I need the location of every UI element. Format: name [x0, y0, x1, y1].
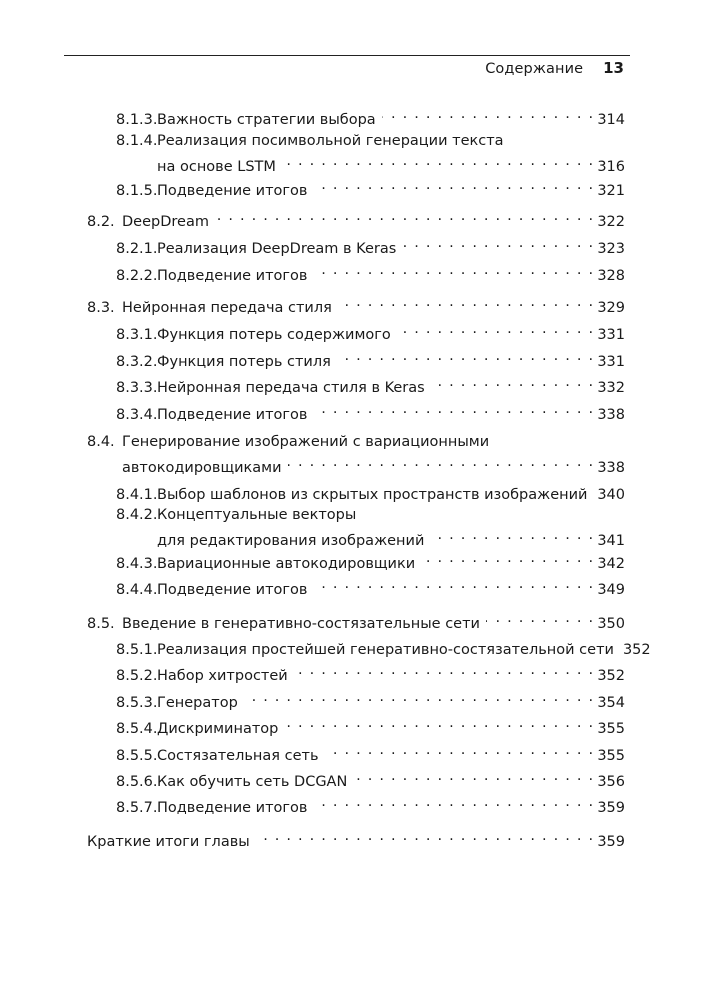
toc-entry-page: 328	[597, 268, 625, 284]
dot-leader	[338, 292, 594, 312]
toc-entry-title: Функция потерь стиля	[157, 354, 331, 370]
toc-entry[interactable]: 8.5.5. Состязательная сеть . . . 355	[116, 740, 625, 766]
dot-leader	[294, 660, 595, 680]
toc-entry[interactable]	[87, 826, 625, 852]
toc-entry[interactable]: 8.5.2. Набор хитростей . . . 352	[116, 660, 625, 686]
toc-entry-title: Генератор	[157, 695, 238, 711]
toc-entry-title: Выбор шаблонов из скрытых пространств изображений	[157, 487, 588, 503]
toc-entry-page: 316	[597, 159, 625, 175]
toc-entry-title: Дискриминатор	[157, 721, 279, 737]
toc-entry-page: 359	[597, 834, 625, 850]
toc-entry-page: 322	[597, 214, 625, 230]
toc-entry-title: Как обучить сеть DCGAN	[157, 774, 348, 790]
toc-entry-title: Подведение итогов	[157, 582, 308, 598]
dot-leader	[397, 319, 595, 339]
toc-entry[interactable]: 8.5. Введение в генеративно-состязательные сети . . . 350	[87, 608, 625, 634]
dot-leader	[256, 826, 595, 846]
toc-entry[interactable]: 8.4.4. Подведение итогов . . . 349	[116, 574, 625, 600]
toc-entry-title: Подведение итогов	[157, 407, 308, 423]
toc-entry[interactable]: 8.5.7. Подведение итогов . . . 359	[116, 792, 625, 818]
toc-entry-page: 332	[597, 380, 625, 396]
toc-entry[interactable]: 8.3.3. Нейронная передача стиля в Keras . . . 332	[116, 372, 625, 398]
toc-entry-page: 359	[597, 800, 625, 816]
toc-entry-page: 331	[597, 327, 625, 343]
toc-entry-page: 355	[597, 721, 625, 737]
dot-leader	[486, 608, 594, 628]
dot-leader	[325, 740, 595, 760]
toc-entry-page: 352	[622, 642, 651, 658]
toc-entry-page: 352	[597, 668, 625, 684]
dot-leader	[337, 346, 594, 366]
toc-entry-page: 355	[597, 748, 625, 764]
dot-leader	[313, 175, 594, 195]
toc-entry[interactable]: 8.3.2. Функция потерь стиля . . . 331	[116, 346, 625, 372]
dot-leader	[282, 151, 594, 171]
toc-entry[interactable]: 8.3. Нейронная передача стиля . . . 329	[87, 292, 625, 318]
toc-entry[interactable]: 8.5.3. Генератор . . . 354	[116, 687, 625, 713]
toc-entry[interactable]: 8.3.4. Подведение итогов . . . 338	[116, 399, 625, 425]
toc-entry[interactable]: 8.1.5. Подведение итогов . . . 321	[116, 175, 625, 201]
toc-entry-title: Состязательная сеть	[157, 748, 319, 764]
toc-entry-title: Функция потерь содержимого	[157, 327, 391, 343]
toc-entry-title: Краткие итоги главы	[87, 834, 250, 850]
toc-entry-page: 340	[597, 487, 625, 503]
running-header-title: Содержание	[485, 61, 584, 77]
toc-entry-title: Нейронная передача стиля	[122, 300, 332, 316]
toc-entry-title: DeepDream	[122, 214, 209, 230]
toc-entry-title: Концептуальные векторы	[157, 507, 357, 523]
toc-entry-title: Набор хитростей	[157, 668, 288, 684]
dot-leader	[244, 687, 595, 707]
dot-leader	[421, 548, 594, 568]
toc-entry[interactable]: 8.1.4.Реализация посимвольной генерации текста на основе LSTM . . . 316	[116, 131, 625, 177]
toc-entry[interactable]: 8.5.1. Реализация простейшей генеративно-состязательной сети 352	[116, 642, 651, 658]
dot-leader	[353, 766, 594, 786]
toc-entry[interactable]: 8.4. Генерирование изображений с вариационными автокодировщиками . . . 338	[87, 432, 625, 478]
toc-entry-page: 342	[597, 556, 625, 572]
dot-leader	[313, 574, 594, 594]
toc-entry[interactable]: 8.4.3. Вариационные автокодировщики . . . 342	[116, 548, 625, 574]
page-number: 13	[603, 59, 624, 77]
toc-entry[interactable]: 8.5.4. Дискриминатор . . . 355	[116, 713, 625, 739]
toc-entry-title-cont: автокодировщиками	[122, 460, 282, 476]
toc-entry-title: Подведение итогов	[157, 183, 308, 199]
toc-entry[interactable]: 8.4.2.Концептуальные векторы для редактирования изображений . . . 341	[116, 505, 625, 551]
dot-leader	[430, 525, 594, 545]
toc-entry-title: Подведение итогов	[157, 800, 308, 816]
toc-entry-page: 338	[597, 407, 625, 423]
toc-entry-page: 321	[597, 183, 625, 199]
toc-entry-title: Реализация DeepDream в Keras	[157, 241, 397, 257]
toc-entry-page: 323	[597, 241, 625, 257]
toc-entry-page: 329	[597, 300, 625, 316]
dot-leader	[593, 479, 594, 499]
toc-entry-title: Нейронная передача стиля в Keras	[157, 380, 425, 396]
toc-entry-title: Реализация посимвольной генерации текста	[157, 133, 504, 149]
toc-entry-title: Вариационные автокодировщики	[157, 556, 416, 572]
toc-entry[interactable]: 8.3.1. Функция потерь содержимого . . . 331	[116, 319, 625, 345]
dot-leader	[402, 233, 594, 253]
toc-entry-title: Важность стратегии выбора	[157, 112, 376, 128]
toc-entry-title-cont: на основе LSTM	[157, 159, 276, 175]
dot-leader	[313, 260, 594, 280]
toc-entry[interactable]: 8.2. DeepDream . . . 322	[87, 206, 625, 232]
toc-entry[interactable]: 8.5.6. Как обучить сеть DCGAN . . . 356	[116, 766, 625, 792]
toc-entry[interactable]: 8.2.1. Реализация DeepDream в Keras . . . 323	[116, 233, 625, 259]
dot-leader	[215, 206, 594, 226]
dot-leader	[431, 372, 595, 392]
toc-entry[interactable]: 8.2.2. Подведение итогов . . . 328	[116, 260, 625, 286]
toc-entry[interactable]: 8.4.1. Выбор шаблонов из скрытых пространств изображений . . . 340	[116, 479, 625, 505]
toc-entry-title-cont: для редактирования изображений	[157, 533, 425, 549]
toc-entry-page: 314	[597, 112, 625, 128]
toc-entry-page: 354	[597, 695, 625, 711]
dot-leader	[313, 399, 594, 419]
dot-leader	[288, 452, 595, 472]
toc-entry-title: Подведение итогов	[157, 268, 308, 284]
toc-entry-page: 349	[597, 582, 625, 598]
dot-leader	[382, 104, 595, 124]
toc-entry-page: 331	[597, 354, 625, 370]
toc-entry-title: Введение в генеративно-состязательные сети	[122, 616, 480, 632]
dot-leader	[284, 713, 594, 733]
toc-entry-title: Реализация простейшей генеративно-состязательной сети	[157, 642, 614, 658]
dot-leader	[313, 792, 594, 812]
toc-entry[interactable]: 8.1.3. Важность стратегии выбора . . . 314	[116, 104, 625, 130]
toc-entry-page: 338	[597, 460, 625, 476]
toc-entry-page: 350	[597, 616, 625, 632]
toc-entry-page: 356	[597, 774, 625, 790]
toc-entry-page: 341	[597, 533, 625, 549]
toc-entry-title: Генерирование изображений с вариационными	[122, 434, 490, 450]
